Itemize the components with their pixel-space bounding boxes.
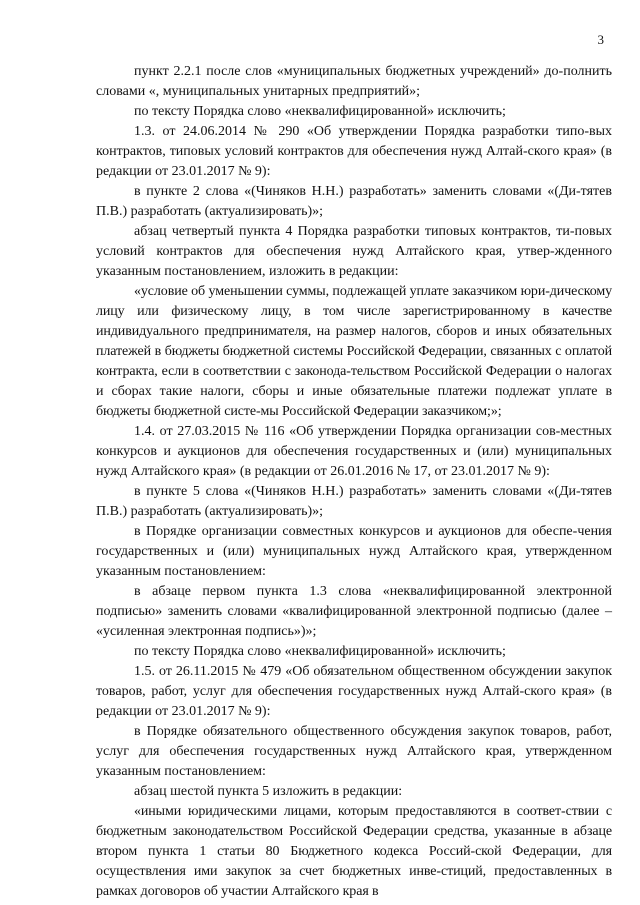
paragraph-6: «условие об уменьшении суммы, подлежащей уплате заказчиком юри-дическому лицу или физическому лицу, в том числе зарегистрированному в качестве индивидуального предпринимателя, на размер налогов, сборов и иных обязательных платежей в бюджеты бюджетной системы Российской Федерации, связанных с оплатой контракта, если в соответствии с законода-тельством Российской Федерации о налогах и сборах такие налоги, сборы и иные обязательные платежи подлежат уплате в бюджеты бюджетной систе-мы Российской Федерации заказчиком;»; bbox=[96, 284, 612, 419]
paragraph-14: абзац шестой пункта 5 изложить в редакции: bbox=[134, 784, 403, 799]
paragraph-1: пункт 2.2.1 после слов «муниципальных бюджетных учреждений» до-полнить словами «, муниципальных унитарных предприятий»; bbox=[96, 64, 612, 99]
paragraph-7: 1.4. от 27.03.2015 № 116 «Об утверждении Порядка организации сов-местных конкурсов и аукционов для обеспечения государственных и (или) муниципальных нужд Алтайского края» (в редакции от 26.01.2016 № 17, от 23.01.2017 № 9): bbox=[96, 424, 612, 479]
paragraph-11: по тексту Порядка слово «неквалифицированной» исключить; bbox=[134, 644, 506, 659]
paragraph-13: в Порядке обязательного общественного обсуждения закупок товаров, работ, услуг для обеспечения государственных нужд Алтайского края, утвержденном указанным постановлением: bbox=[96, 724, 612, 779]
paragraph-8: в пункте 5 слова «(Чиняков Н.Н.) разработать» заменить словами «(Ди-тятев П.В.) разработать (актуализировать)»; bbox=[96, 484, 612, 519]
paragraph-9: в Порядке организации совместных конкурсов и аукционов для обеспе-чения государственных и (или) муниципальных нужд Алтайского края, утвержденном указанным постановлением: bbox=[96, 524, 612, 579]
page-number: 3 bbox=[597, 32, 604, 47]
paragraph-5: абзац четвертый пункта 4 Порядка разработки типовых контрактов, ти-повых условий контрактов для обеспечения нужд Алтайского края, утвер-жденного указанным постановлением, изложить в редакции: bbox=[96, 224, 612, 279]
paragraph-2: по тексту Порядка слово «неквалифицированной» исключить; bbox=[134, 104, 506, 119]
paragraph-12: 1.5. от 26.11.2015 № 479 «Об обязательном общественном обсуждении закупок товаров, работ, услуг для обеспечения государственных нужд Алтай-ского края» (в редакции от 23.01.2017 № 9): bbox=[96, 664, 612, 719]
paragraph-15: «иными юридическими лицами, которым предоставляются в соответ-ствии с бюджетным законодательством Российской Федерации средства, указанные в абзаце втором пункта 1 статьи 80 Бюджетного кодекса Россий-ской Федерации, для осуществления ими закупок за счет бюджетных инве-стиций, предоставленных в рамках договоров об участии Алтайского края в bbox=[96, 804, 612, 899]
document-body bbox=[96, 62, 612, 902]
paragraph-10: в абзаце первом пункта 1.3 слова «неквалифицированной электронной подписью» заменить словами «квалифицированной электронной подписью (далее – «усиленная электронная подпись»)»; bbox=[96, 584, 612, 639]
paragraph-4: в пункте 2 слова «(Чиняков Н.Н.) разработать» заменить словами «(Ди-тятев П.В.) разработать (актуализировать)»; bbox=[96, 184, 612, 219]
paragraph-3: 1.3. от 24.06.2014 № 290 «Об утверждении Порядка разработки типо-вых контрактов, типовых условий контрактов для обеспечения нужд Алтай-ского края» (в редакции от 23.01.2017 № 9): bbox=[96, 124, 612, 179]
